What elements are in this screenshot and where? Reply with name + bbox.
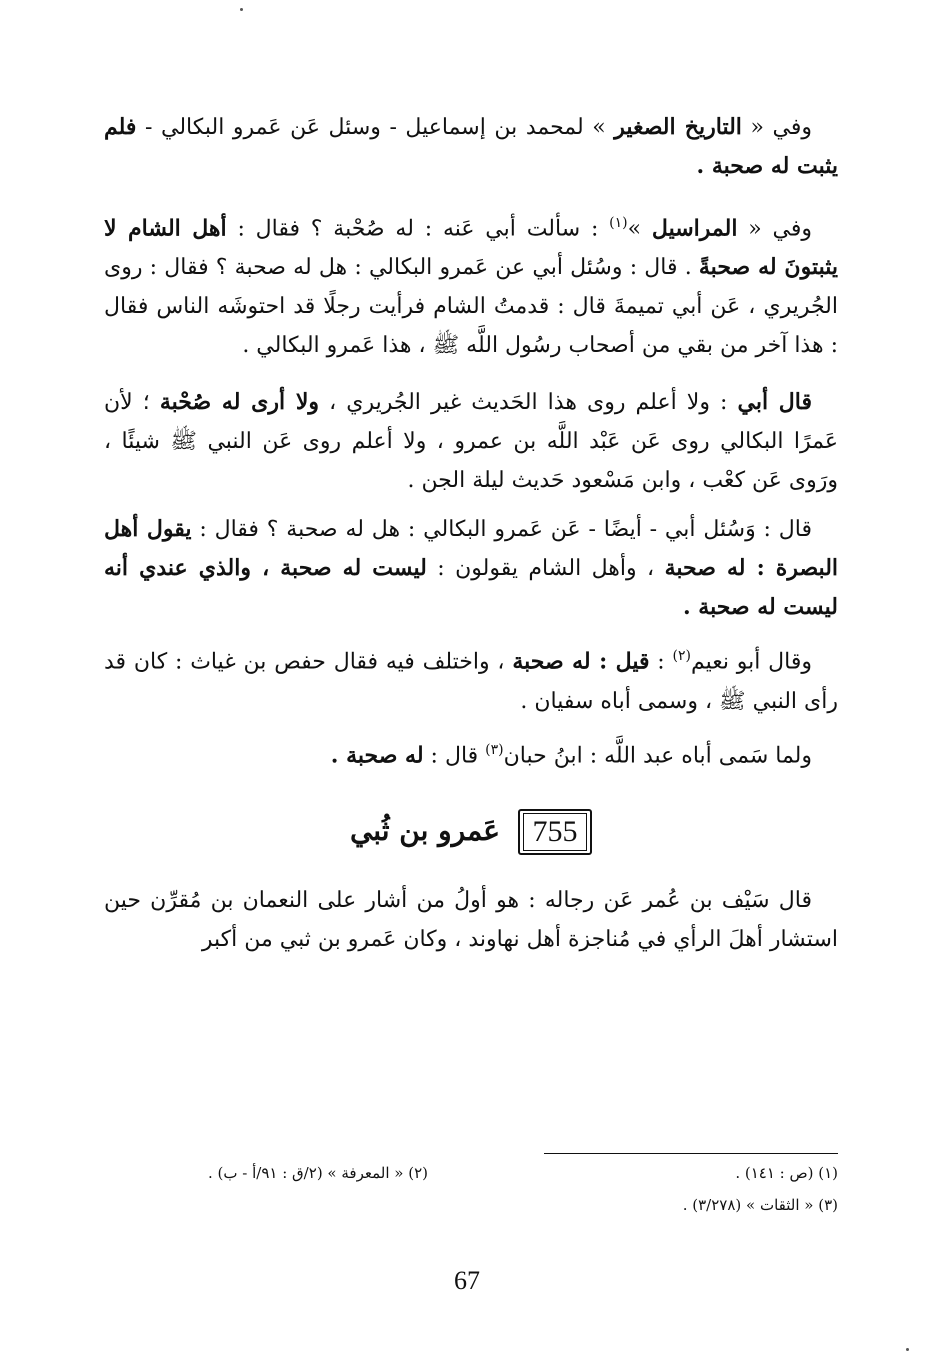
- bold-phrase: التاريخ الصغير: [614, 114, 742, 140]
- text-run: قال :: [423, 742, 486, 768]
- footnote-2: (٢) « المعرفة » (٢/ق : ٩١/أ - ب) .: [207, 1164, 428, 1182]
- text-run: وقال أبو نعيم: [690, 649, 813, 675]
- page-number: 67: [454, 1266, 480, 1295]
- bold-phrase: له صحبة .: [330, 741, 424, 768]
- text-run: : سألت أبي عَنه : له صُحْبة ؟ فقال :: [226, 216, 610, 242]
- entry-heading: [104, 809, 838, 853]
- footnote-rule: [544, 1153, 838, 1154]
- entry-number: 755: [523, 813, 587, 851]
- scan-speck: [906, 1348, 909, 1351]
- paragraph: [104, 510, 838, 627]
- bold-phrase: أهل الشام لا يثبتونَ له صحبةً: [104, 215, 838, 281]
- bold-phrase: ولا أرى له صُحْبة: [159, 389, 319, 416]
- paragraph: [104, 731, 838, 775]
- paragraph: [104, 637, 838, 720]
- text-run: ؛ لأن عَمرًا البكالي روى عَن عَبْد اللَّه بن عمرو ، ولا أعلم روى عَن النبي ﷺ شيئًا ، ورَوى عَن كعْب ، وابن مَسْعود حَديث ليلة الجن .: [104, 390, 838, 494]
- text-run: . قال : وسُئل أبي عن عَمرو البكالي : هل له صحبة ؟ فقال : روى الجُريري ، عَن أبي تميمةَ قال : قدمتُ الشام فرأيت رجلًا قد احتوشَه الناس فقال : هذا آخر من بقي من أصحاب رسُول اللَّه ﷺ ، هذا عَمرو البكالي .: [104, 255, 838, 359]
- text-run: ولما سَمى أباه عبد اللَّه : ابنُ حبان: [503, 742, 812, 768]
- page-body: [104, 108, 838, 977]
- bold-phrase: قال أبي: [737, 389, 813, 416]
- paragraph: [104, 204, 838, 365]
- text-run: : ولا أعلم روى هذا الحَديث غير الجُريري ،: [319, 390, 738, 416]
- footnote-ref: (٢): [672, 648, 691, 665]
- footnote-ref: (١): [609, 215, 628, 231]
- bold-phrase: فلم يثبت له صحبة .: [104, 114, 838, 179]
- footnote-3: (٣) « الثقات » (٣/٢٧٨) .: [682, 1196, 838, 1214]
- footnote-ref: (٣): [485, 741, 504, 758]
- entry-number-box: [518, 809, 592, 853]
- text-run: وفي «: [741, 115, 812, 140]
- paragraph: [104, 881, 838, 959]
- paragraph: [104, 108, 838, 186]
- text-run: قال سَيْف بن عُمر عَن رجاله : هو أولُ من أشار على النعمان بن مُقرِّن حين استشار أهلَ الرأي في مُناجزة أهل نهاوند ، وكان عَمرو بن ثبي من أكبر: [104, 887, 838, 952]
- main-text: [104, 108, 838, 775]
- footnote-1: (١) (ص : ١٤١) .: [735, 1164, 838, 1182]
- text-run: »: [627, 216, 652, 242]
- bold-phrase: ليست له صحبة ، والذي عندي أنه ليست له صحبة .: [104, 555, 838, 621]
- text-run: ، واختلف فيه فقال حفص بن غياث : كان قد رأى النبي ﷺ ، وسمى أباه سفيان .: [104, 649, 838, 714]
- text-run: قال : وَسُئل أبي - أيضًا - عَن عَمرو البكالي : هل له صحبة ؟ فقال :: [191, 517, 812, 543]
- text-run: وفي «: [737, 216, 813, 242]
- entry-name: عَمرو بن ثُبي: [349, 814, 501, 848]
- bold-phrase: قيل : له صحبة: [512, 648, 650, 675]
- text-run: » لمحمد بن إسماعيل - وسئل عَن عَمرو البكالي -: [136, 115, 615, 140]
- scan-speck: [240, 8, 243, 11]
- entry-text: [104, 881, 838, 959]
- text-run: :: [649, 649, 673, 675]
- paragraph: [104, 383, 838, 500]
- bold-phrase: يقول أهل البصرة : له صحبة: [104, 516, 839, 582]
- text-run: ، وأهل الشام يقولون :: [426, 556, 665, 582]
- bold-phrase: المراسيل: [651, 215, 738, 242]
